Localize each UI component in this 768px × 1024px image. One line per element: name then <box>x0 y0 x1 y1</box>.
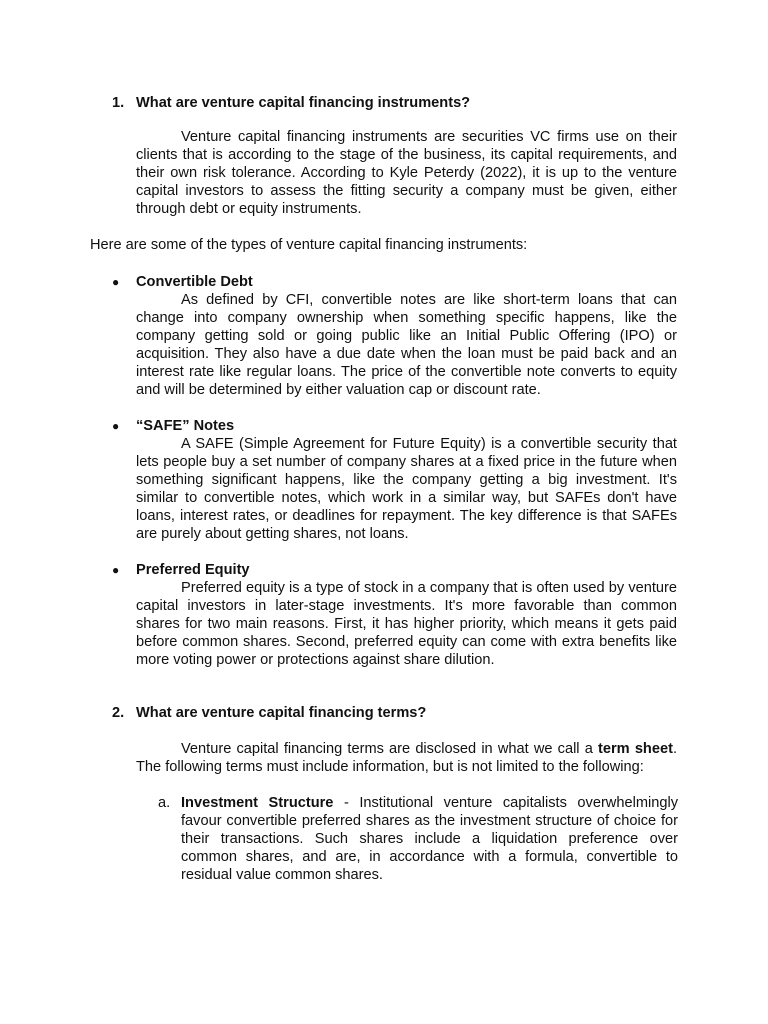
term-sheet-bold: term sheet <box>598 741 673 757</box>
term-item-name: Investment Structure <box>181 795 334 811</box>
question-1-heading <box>112 94 470 112</box>
term-item-letter: a. <box>158 795 171 811</box>
question-2-paragraph <box>136 740 677 776</box>
question-1-paragraph: Venture capital financing instruments are securities VC firms use on their clients that is according to the stage of the business, its capital requirements, and their own risk tolerance. According to Kyle Peterdy (2022), it is up to the venture capital investors to assess the fitting security a company must be given, either through debt or equity instruments. <box>136 129 677 217</box>
question-2-title: What are venture capital financing terms? <box>136 705 427 721</box>
bullet-icon: ● <box>112 419 120 433</box>
instrument-text-preferred-equity: Preferred equity is a type of stock in a company that is often used by venture capital investors in later-stage investments. It's more favorable than common shares for two main reasons. First, it has higher priority, which means it gets paid before common shares. Second, preferred equity can come with extra benefits like more voting power or protections against share dilution. <box>136 580 677 668</box>
instrument-title-preferred-equity: Preferred Equity <box>136 562 250 578</box>
term-item-text: - Institutional venture capitalists overwhelmingly favour convertible preferred shares as the investment structure of choice for their transactions. Such shares include a liquidation preference over common shares, and are, in accordance with a formula, convertible to residual value common shares. <box>181 795 678 883</box>
instrument-title-safe-notes: “SAFE” Notes <box>136 418 235 434</box>
bullet-icon: ● <box>112 563 120 577</box>
term-item-investment-structure <box>158 794 678 884</box>
instrument-text-convertible-debt: As defined by CFI, convertible notes are like short-term loans that can change into company ownership when something specific happens, like the company getting sold or going public like an Initial Public Offering (IPO) or acquisition. They also have a due date when the loan must be paid back and an interest rate like regular loans. The price of the convertible note converts to equity and will be determined by either valuation cap or discount rate. <box>136 292 677 398</box>
instrument-text-safe-notes: A SAFE (Simple Agreement for Future Equity) is a convertible security that lets people buy a set number of company shares at a fixed price in the future when something significant happens, like the company getting a big investment. It's similar to convertible notes, which work in a similar way, but SAFEs don't have loans, interest rates, or deadlines for repayment. The key difference is that SAFEs are purely about getting shares, not loans. <box>136 436 677 542</box>
bullet-icon: ● <box>112 275 120 289</box>
question-1-title: What are venture capital financing instruments? <box>136 95 471 111</box>
question-2-heading <box>112 704 426 722</box>
instruments-intro: Here are some of the types of venture capital financing instruments: <box>90 237 528 253</box>
question-1-number: 1. <box>112 95 125 111</box>
term-sheet-followup-text: . The following terms must include information, but is not limited to the following: <box>136 741 677 775</box>
term-item-body <box>181 794 678 884</box>
instrument-title-convertible-debt: Convertible Debt <box>136 274 253 290</box>
question-2-number: 2. <box>112 705 125 721</box>
term-sheet-intro-text: Venture capital financing terms are disclosed in what we call a <box>181 741 593 757</box>
